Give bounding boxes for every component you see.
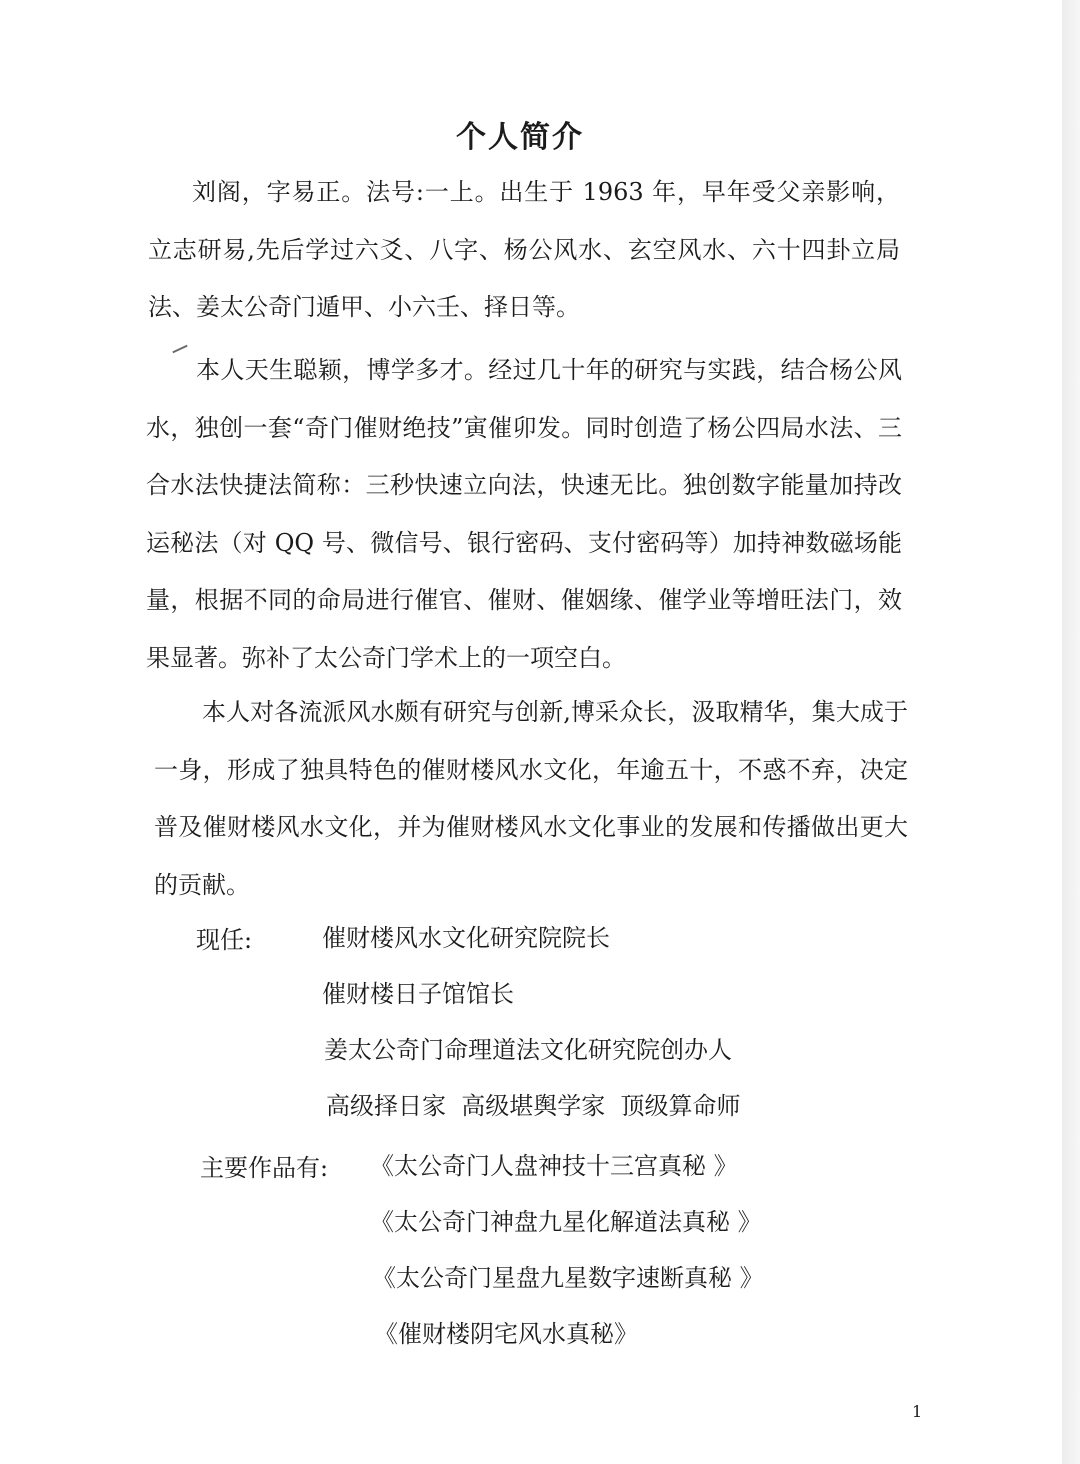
work-item: 《催财楼阴宅风水真秘》: [374, 1320, 638, 1348]
position-item: 催财楼风水文化研究院院长: [322, 924, 610, 952]
work-item: 《太公奇门神盘九星化解道法真秘 》: [370, 1208, 762, 1236]
page-title: 个人简介: [456, 120, 584, 155]
position-item: 姜太公奇门命理道法文化研究院创办人: [324, 1036, 732, 1064]
page-number: 1: [912, 1402, 923, 1421]
work-item: 《太公奇门星盘九星数字速断真秘 》: [372, 1264, 764, 1292]
paragraph-philosophy: 本人对各流派风水颇有研究与创新,博采众长，汲取精华，集大成于一身，形成了独具特色的催财楼风水文化，年逾五十，不惑不弃，决定普及催财楼风水文化，并为催财楼风水文化事业的发展和传播做出更大的贡献。: [154, 698, 908, 899]
work-item: 《太公奇门人盘神技十三宫真秘 》: [370, 1152, 738, 1180]
page-edge-shadow: [1062, 0, 1080, 1464]
position-item: 催财楼日子馆馆长: [322, 980, 514, 1008]
paragraph-intro: 刘阁，字易正。法号:一上。出生于 1963 年，早年受父亲影响，立志研易,先后学过六爻、八字、杨公风水、玄空风水、六十四卦立局法、姜太公奇门遁甲、小六壬、择日等。: [148, 178, 900, 321]
paragraph-expertise: 本人天生聪颖，博学多才。经过几十年的研究与实践，结合杨公风水，独创一套“奇门催财绝技”寅催卯发。同时创造了杨公四局水法、三合水法快捷法简称：三秒快速立向法，快速无比。独创数字能量加持改运秘法（对 QQ 号、微信号、银行密码、支付密码等）加持神数磁场能量，根据不同的命局进行催官、催财、催姻缘、催学业等增旺法门，效果显著。弥补了太公奇门学术上的一项空白。: [146, 356, 902, 672]
position-item: 高级择日家 高级堪舆学家 顶级算命师: [326, 1092, 741, 1120]
positions-label: 现任:: [196, 926, 253, 954]
works-label: 主要作品有:: [200, 1154, 329, 1182]
